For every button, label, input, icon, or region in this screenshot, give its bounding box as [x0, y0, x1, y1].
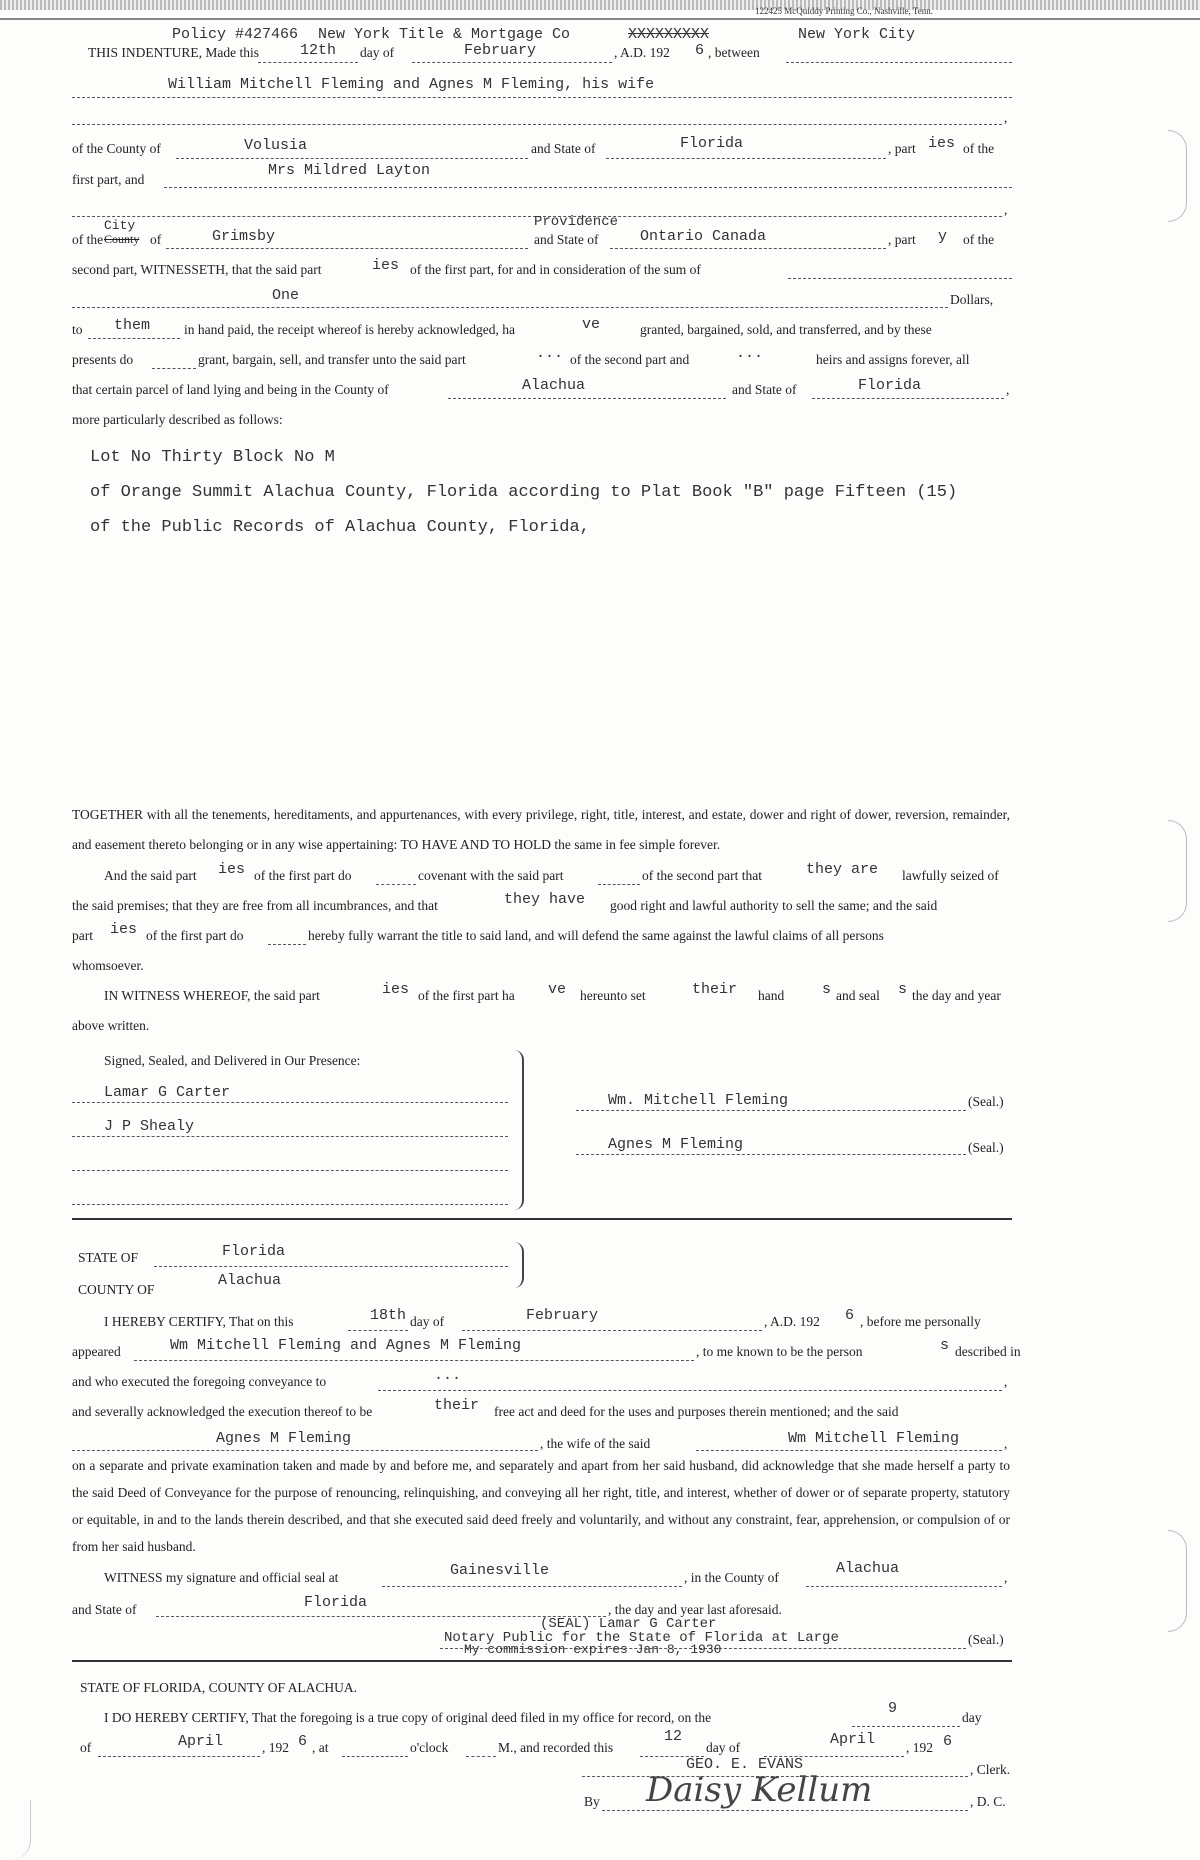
part-label: , part: [888, 141, 916, 156]
grantors: William Mitchell Fleming and Agnes M Fleming, his wife: [168, 76, 655, 93]
covenant-f: the said premises; that they are free from all incumbrances, and that: [72, 898, 438, 913]
sum-amount: One: [272, 287, 300, 304]
printer-imprint: 122425 McQuiddy Printing Co., Nashville, Tenn.: [755, 6, 933, 16]
of-the-label-2: of the: [963, 232, 995, 247]
witnesseth-a: second part, WITNESSETH, that the said part: [72, 262, 322, 277]
commission: My commission expires Jan 8, 1930: [464, 1642, 722, 1657]
of-the-label: of the: [963, 141, 995, 156]
witness-county-fill: [806, 1586, 1002, 1587]
grantee: Mrs Mildred Layton: [268, 162, 431, 179]
presents-a: presents do: [72, 352, 134, 367]
ack-state: Florida: [222, 1243, 286, 1260]
presents-d: heirs and assigns forever, all: [816, 352, 970, 367]
witness-line-4: [72, 1204, 508, 1205]
witness-line-2: [72, 1136, 508, 1137]
ack-state-fill: [154, 1266, 508, 1267]
covenant-c: covenant with the said part: [418, 868, 564, 883]
signer-line-2: [576, 1154, 966, 1155]
covenant-fill: [376, 884, 416, 885]
grantors-fill: [72, 97, 1012, 98]
witness-2: J P Shealy: [104, 1118, 195, 1135]
comma-2: ,: [1004, 202, 1008, 217]
city-fill: [166, 248, 528, 249]
part2-label: , part: [888, 232, 916, 247]
struck-text: XXXXXXXXX: [628, 26, 710, 43]
cert-year: 6: [845, 1307, 855, 1324]
comma-5: ,: [1004, 1436, 1008, 1451]
in-witness-d: hand: [758, 988, 785, 1003]
to-whom: them: [114, 317, 151, 334]
in-witness-have: ve: [548, 981, 567, 998]
grantee-province: Ontario Canada: [640, 228, 767, 245]
witness-county: Alachua: [836, 1560, 900, 1577]
county-label: of the County of: [72, 141, 161, 156]
covenant-a: And the said part: [104, 868, 197, 883]
page-curl: [0, 1800, 31, 1860]
binder-hole-2: [1168, 820, 1187, 922]
in-witness-b: of the first part ha: [418, 988, 515, 1003]
cert-month: February: [526, 1307, 599, 1324]
parcel-county: Alachua: [522, 377, 586, 394]
severally-b: free act and deed for the uses and purposes therein mentioned; and the said: [494, 1404, 899, 1419]
indenture-month: February: [464, 42, 537, 59]
recording-day-fill: [852, 1726, 960, 1727]
warrant-b: of the first part do: [146, 928, 244, 943]
covenant-suffix: ies: [218, 861, 246, 878]
binder-hole-1: [1168, 130, 1187, 222]
appeared-names: Wm Mitchell Fleming and Agnes M Fleming: [170, 1337, 522, 1354]
by-label: By: [584, 1794, 600, 1809]
covenant-b: of the first part do: [254, 868, 352, 883]
recording-day-label: day: [962, 1710, 982, 1725]
clerk-label: , Clerk.: [970, 1762, 1011, 1777]
day-of-label: day of: [360, 45, 395, 60]
covenant-e: lawfully seized of: [902, 868, 999, 883]
in-witness-hands: s: [822, 981, 832, 998]
grantee-fill: [164, 187, 1012, 188]
in-witness-f: the day and year: [912, 988, 1001, 1003]
recording-month2: April: [830, 1731, 876, 1748]
page-top-border: [0, 0, 1200, 10]
grantee-city: Grimsby: [212, 228, 276, 245]
in-witness-c: hereunto set: [580, 988, 646, 1003]
indenture-year: 6: [695, 42, 705, 59]
comma-3: ,: [1006, 382, 1010, 397]
ad-label: , A.D. 192: [614, 45, 670, 60]
recording-ampm-fill: [466, 1756, 496, 1757]
paid-a: in hand paid, the receipt whereof is hereby acknowledged, ha: [184, 322, 515, 337]
executed-fill: [378, 1390, 1002, 1391]
seal-label-2: (Seal.): [968, 1140, 1004, 1155]
state-fill: [606, 158, 886, 159]
day-year-label: , the day and year last aforesaid.: [608, 1602, 782, 1617]
husband-fill: [696, 1450, 1002, 1451]
title-company: New York Title & Mortgage Co: [318, 26, 571, 43]
ack-brace: [514, 1242, 524, 1288]
witness-place-fill: [382, 1586, 682, 1587]
presents-c: of the second part and: [570, 352, 690, 367]
warrant-fill: [268, 944, 306, 945]
witness-sig-a: WITNESS my signature and official seal at: [104, 1570, 339, 1585]
witness-line-1: [72, 1102, 508, 1103]
deputy-signature: Daisy Kellum: [646, 1770, 873, 1810]
described-label: more particularly described as follows:: [72, 412, 283, 427]
legal-line-2: of Orange Summit Alachua County, Florida according to Plat Book "B" page Fifteen (15): [90, 483, 958, 502]
warrant-a: part: [72, 928, 93, 943]
notary-seal: (SEAL) Lamar G Carter: [540, 1616, 717, 1632]
recording-day: 9: [888, 1700, 898, 1717]
comma-4: ,: [1004, 1374, 1008, 1389]
month-fill: [412, 62, 612, 63]
covenant-they-have: they have: [504, 891, 586, 908]
recording-day2: 12: [664, 1728, 683, 1745]
covenant-fill-2: [598, 884, 640, 885]
ack-county-label: COUNTY OF: [78, 1282, 155, 1297]
sum-fill-2: [72, 307, 948, 308]
cert-c: , A.D. 192: [764, 1314, 820, 1329]
recording-heading: STATE OF FLORIDA, COUNTY OF ALACHUA.: [80, 1680, 358, 1695]
cert-day: 18th: [370, 1307, 407, 1324]
seal-label-1: (Seal.): [968, 1094, 1004, 1109]
recording-at: , at: [312, 1740, 329, 1755]
cert-d: , before me personally: [860, 1314, 981, 1329]
wife-fill: [72, 1450, 538, 1451]
known-suffix: s: [940, 1337, 950, 1354]
paid-b: granted, bargained, sold, and transferred, and by these: [640, 322, 932, 337]
signer-line-1: [576, 1110, 966, 1111]
parcel-a: that certain parcel of land lying and being in the County of: [72, 382, 389, 397]
signer-1: Wm. Mitchell Fleming: [608, 1092, 789, 1109]
cert-a: I HEREBY CERTIFY, That on this: [104, 1314, 294, 1329]
witness-state: Florida: [304, 1594, 368, 1611]
dollars-label: Dollars,: [950, 292, 994, 307]
in-witness-suffix: ies: [382, 981, 410, 998]
parcel-b: and State of: [732, 382, 797, 397]
cert-month-fill: [462, 1330, 762, 1331]
in-witness-seals: s: [898, 981, 908, 998]
warrant-c: hereby fully warrant the title to said land, and will defend the same against the lawful claims of all persons: [308, 928, 884, 943]
presence-label: Signed, Sealed, and Delivered in Our Presence:: [104, 1053, 361, 1068]
witnesseth-suffix: ies: [372, 257, 400, 274]
city-prefix: of the: [72, 232, 104, 247]
province-word: Providence: [534, 214, 619, 230]
binder-hole-3: [1168, 1530, 1187, 1632]
ack-county: Alachua: [218, 1272, 282, 1289]
husband-name: Wm Mitchell Fleming: [788, 1430, 960, 1447]
in-witness-their: their: [692, 981, 738, 998]
clerk-name: GEO. E. EVANS: [686, 1756, 804, 1773]
comma-6: ,: [1004, 1570, 1008, 1585]
wife-of-label: , the wife of the said: [540, 1436, 651, 1451]
first-part-label: first part, and: [72, 172, 145, 187]
presents-b: grant, bargain, sell, and transfer unto the said part: [198, 352, 466, 367]
province-fill: [610, 248, 886, 249]
comma: ,: [1004, 110, 1008, 125]
parcel-state-fill: [812, 398, 1004, 399]
recording-month-fill: [98, 1756, 260, 1757]
witness-line-3: [72, 1170, 508, 1171]
recording-oclock: o'clock: [410, 1740, 449, 1755]
grantors-fill-2: [72, 124, 1002, 125]
described-in: described in: [955, 1344, 1021, 1359]
between-fill: [786, 62, 1012, 63]
recording-m: M., and recorded this: [498, 1740, 614, 1755]
signature-brace: [514, 1050, 524, 1210]
state-label: and State of: [531, 141, 596, 156]
in-witness-e: and seal: [836, 988, 880, 1003]
sum-fill: [788, 278, 1012, 279]
severally-their: their: [434, 1397, 480, 1414]
deputy-line: [602, 1810, 968, 1811]
notary-seal-label: (Seal.): [968, 1632, 1004, 1647]
between-label: , between: [708, 45, 760, 60]
habendum-paragraph: TOGETHER with all the tenements, hereditaments, and appurtenances, with every privilege, right, title, interest, and estate, dower and right of dower, reversion, remainder, and easement thereto belonging or in any wise appertaining: TO HAVE AND TO HOLD the same in fee simple forever.: [72, 807, 1010, 852]
and-state-label-2: and State of: [72, 1602, 137, 1617]
wife-name: Agnes M Fleming: [216, 1430, 352, 1447]
recording-dayof: day of: [706, 1740, 741, 1755]
executed-dots: ...: [434, 1367, 462, 1384]
dc-label: , D. C.: [970, 1794, 1006, 1809]
parcel-state: Florida: [858, 377, 922, 394]
witness-state-fill: [156, 1616, 606, 1617]
to-fill: [88, 338, 180, 339]
appeared-fill: [134, 1360, 694, 1361]
recording-month: April: [178, 1733, 224, 1750]
covenant-d: of the second part that: [642, 868, 762, 883]
signer-2: Agnes M Fleming: [608, 1136, 744, 1153]
and-state-label: and State of: [534, 232, 599, 247]
legal-line-3: of the Public Records of Alachua County, Florida,: [90, 518, 590, 537]
witness-place: Gainesville: [450, 1562, 550, 1579]
day-fill: [258, 62, 358, 63]
ack-state-label: STATE OF: [78, 1250, 139, 1265]
ack-body: on a separate and private examination taken and made by and before me, and separately and apart from her said husband, did acknowledge that she made herself a party to the said Deed of Conveyance for the purpose of renouncing, relinquishing, and conveying all her right, title, and interest, whether of dower or of separate property, statutory or equitable, in and to the lands therein described, and that she executed said deed freely and voluntarily, and without any constraint, fear, apprehension, or compulsion of or from her said husband.: [72, 1458, 1010, 1554]
part-suffix: ies: [928, 135, 956, 152]
covenant-they-are: they are: [806, 861, 879, 878]
grantor-state: Florida: [680, 135, 744, 152]
parcel-county-fill: [448, 398, 726, 399]
county-fill: [176, 158, 528, 159]
warrant-suffix: ies: [110, 921, 138, 938]
notary-title: Notary Public for the State of Florida at Large: [444, 1630, 839, 1646]
part2-suffix: y: [938, 228, 948, 245]
legal-line-1: Lot No Thirty Block No M: [90, 448, 335, 467]
indenture-intro: THIS INDENTURE, Made this: [88, 45, 259, 60]
county-struck: County: [104, 232, 140, 246]
cert-b: day of: [410, 1314, 445, 1329]
have-suffix: ve: [582, 316, 601, 333]
grantor-county: Volusia: [244, 137, 308, 154]
appeared-label: appeared: [72, 1344, 121, 1359]
recording-year2: 6: [943, 1733, 953, 1750]
witness-1: Lamar G Carter: [104, 1084, 231, 1101]
section-rule-1: [72, 1218, 1012, 1220]
presents-dots-2: ...: [736, 345, 764, 362]
recording-year-label: , 192: [262, 1740, 289, 1755]
header-city: New York City: [798, 26, 916, 43]
section-rule-2: [72, 1660, 1012, 1662]
of-label: of: [150, 232, 162, 247]
presents-dots: ...: [536, 345, 564, 362]
indenture-day: 12th: [300, 42, 337, 59]
policy-number: Policy #427466: [172, 26, 299, 43]
in-witness-a: IN WITNESS WHEREOF, the said part: [104, 988, 320, 1003]
recording-year: 6: [298, 1733, 308, 1750]
witnesseth-b: of the first part, for and in consideration of the sum of: [410, 262, 701, 277]
severally-a: and severally acknowledged the execution thereof to be: [72, 1404, 373, 1419]
executed-label: and who executed the foregoing conveyance to: [72, 1374, 327, 1389]
above-written: above written.: [72, 1018, 150, 1033]
cert-day-fill: [348, 1330, 408, 1331]
recording-time-fill: [342, 1756, 408, 1757]
witness-sig-b: , in the County of: [684, 1570, 779, 1585]
recording-of: of: [80, 1740, 92, 1755]
known-label: , to me known to be the person: [696, 1344, 863, 1359]
city-word: City: [104, 218, 136, 233]
presents-fill: [152, 368, 196, 369]
covenant-g: good right and lawful authority to sell the same; and the said: [610, 898, 938, 913]
to-label: to: [72, 322, 83, 337]
page-top-rule: [0, 18, 1200, 20]
recording-year2-label: , 192: [906, 1740, 933, 1755]
whomsoever: whomsoever.: [72, 958, 144, 973]
recording-line-1: I DO HEREBY CERTIFY, That the foregoing is a true copy of original deed filed in my office for record, on the: [104, 1710, 712, 1725]
